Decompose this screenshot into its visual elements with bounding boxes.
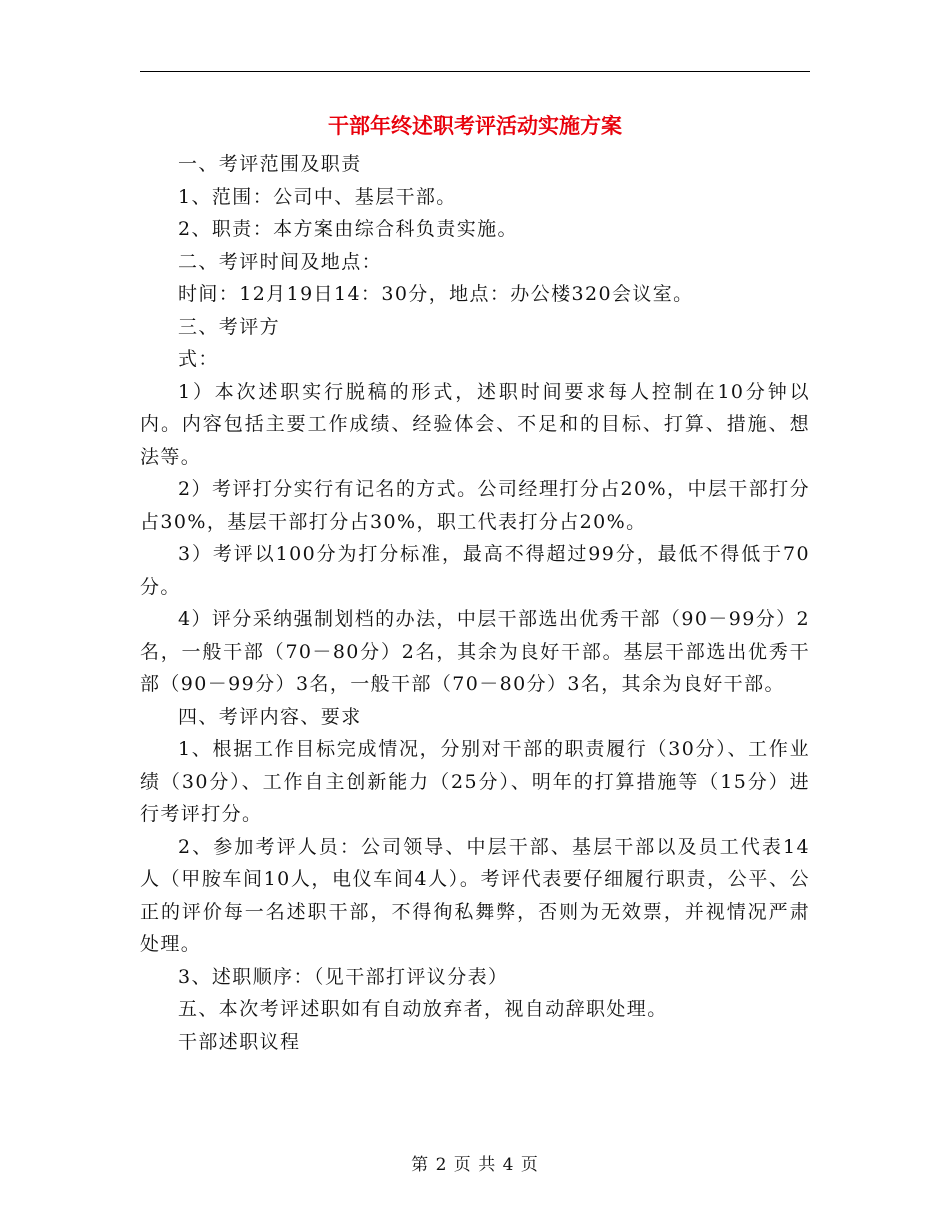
section-heading-time-place: 二、考评时间及地点： [178, 250, 383, 273]
header-rule [140, 71, 810, 72]
section-heading-waiver: 五、本次考评述职如有自动放弃者，视自动辞职处理。 [178, 998, 668, 1020]
agenda-heading: 干部述职议程 [178, 1030, 301, 1053]
scope-item: 1、范围：公司中、基层干部。 [178, 185, 457, 208]
page-number: 第 2 页 共 4 页 [411, 1155, 539, 1175]
content-item-3: 3、述职顺序：（见干部打评议分表） [178, 965, 509, 988]
section-heading-method-continued: 式： [178, 348, 219, 370]
method-item-4: 4）评分采纳强制划档的办法，中层干部选出优秀干部（90－99分）2名，一般干部（70－80分）2名，其余为良好干部。基层干部选出优秀干部（90－99分）3名，一般干部（70－80分）3名，其余为良好干部。 [140, 608, 810, 695]
responsibility-item: 2、职责：本方案由综合科负责实施。 [178, 218, 518, 240]
section-heading-scope: 一、考评范围及职责 [178, 153, 362, 175]
section-heading-method: 三、考评方 [178, 315, 281, 338]
document-body [140, 148, 810, 1058]
content-item-2: 2、参加考评人员：公司领导、中层干部、基层干部以及员工代表14人（甲胺车间10人，电仪车间4人）。考评代表要仔细履行职责，公平、公正的评价每一名述职干部，不得徇私舞弊，否则为无效票，并视情况严肃处理。 [140, 835, 810, 955]
section-heading-content: 四、考评内容、要求 [178, 705, 362, 728]
document-title: 干部年终述职考评活动实施方案 [328, 114, 622, 138]
content-item-1: 1、根据工作目标完成情况，分别对干部的职责履行（30分）、工作业绩（30分）、工作自主创新能力（25分）、明年的打算措施等（15分）进行考评打分。 [140, 738, 810, 825]
time-place-item: 时间：12月19日14：30分，地点：办公楼320会议室。 [178, 283, 694, 305]
method-item-3: 3）考评以100分为打分标准，最高不得超过99分，最低不得低于70分。 [140, 543, 810, 598]
method-item-2: 2）考评打分实行有记名的方式。公司经理打分占20%，中层干部打分占30%，基层干部打分占30%，职工代表打分占20%。 [140, 478, 810, 533]
method-item-1: 1）本次述职实行脱稿的形式，述职时间要求每人控制在10分钟以内。内容包括主要工作成绩、经验体会、不足和的目标、打算、措施、想法等。 [140, 380, 810, 468]
